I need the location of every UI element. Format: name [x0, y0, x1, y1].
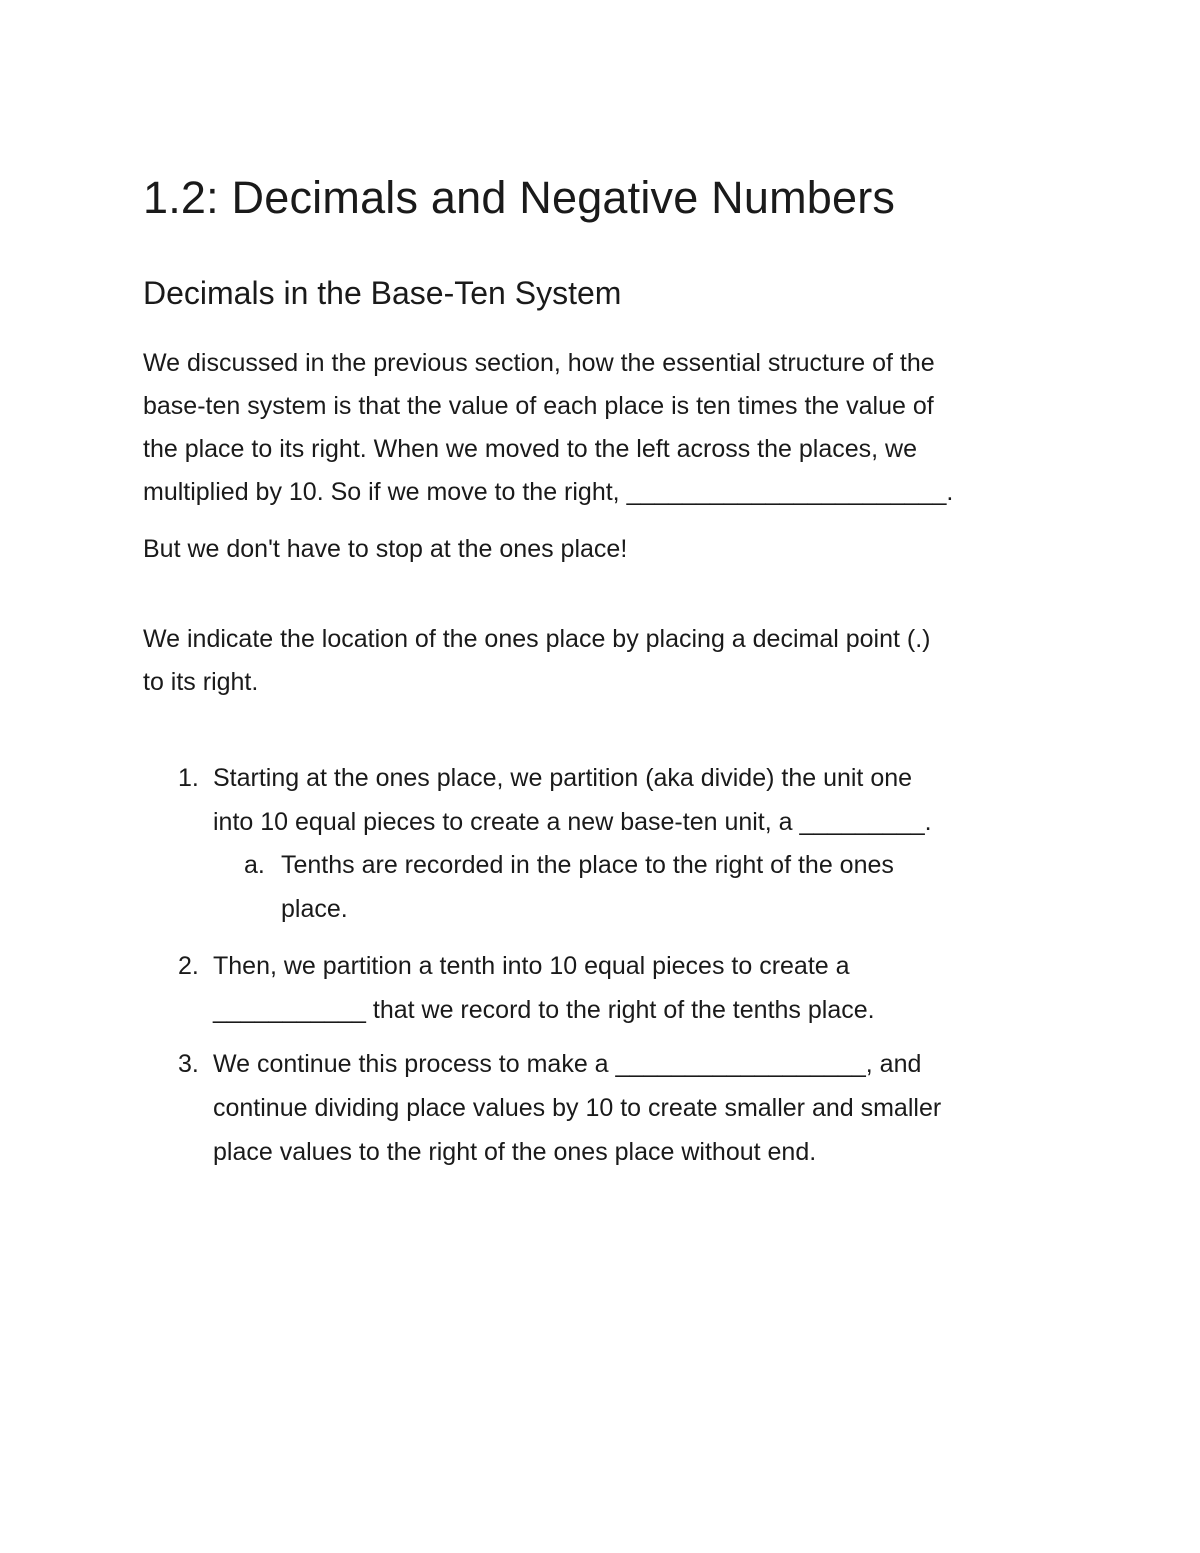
- list-item-line-with-blank: ___________ that we record to the right of the tenths place.: [213, 996, 875, 1024]
- list-marker: 1.: [178, 764, 199, 792]
- paragraph-line: We discussed in the previous section, how the essential structure of the: [143, 349, 935, 377]
- paragraph-line: base-ten system is that the value of each place is ten times the value of: [143, 392, 934, 420]
- document-title: 1.2: Decimals and Negative Numbers: [143, 172, 896, 223]
- list-sub-marker: a.: [244, 851, 265, 879]
- list-item-text: [213, 756, 932, 844]
- paragraph-line: But we don't have to stop at the ones place!: [143, 535, 628, 563]
- list-item-line-with-blank: We continue this process to make a __________________, and: [213, 1050, 922, 1078]
- list-item-text: [213, 1042, 941, 1174]
- list-subitem-line: place.: [281, 895, 348, 923]
- paragraph-base-ten-structure: [143, 342, 953, 514]
- list-item-line: continue dividing place values by 10 to create smaller and smaller: [213, 1094, 942, 1122]
- paragraph-decimal-point: [143, 618, 931, 704]
- list-item-text: [213, 944, 875, 1032]
- list-item-line-with-blank: into 10 equal pieces to create a new base-ten unit, a _________.: [213, 808, 932, 836]
- section-heading: Decimals in the Base-Ten System: [143, 275, 622, 311]
- paragraph-line: to its right.: [143, 668, 259, 696]
- list-item-line: place values to the right of the ones place without end.: [213, 1138, 817, 1166]
- paragraph-line: the place to its right. When we moved to the left across the places, we: [143, 435, 917, 463]
- list-marker: 2.: [178, 952, 199, 980]
- list-marker: 3.: [178, 1050, 199, 1078]
- paragraph-line: We indicate the location of the ones place by placing a decimal point (.): [143, 625, 931, 653]
- list-subitem-line: Tenths are recorded in the place to the right of the ones: [281, 851, 894, 879]
- paragraph-ones-place-note: [143, 528, 627, 571]
- list-item-line: Then, we partition a tenth into 10 equal pieces to create a: [213, 952, 850, 980]
- list-item-line: Starting at the ones place, we partition (aka divide) the unit one: [213, 764, 913, 792]
- paragraph-line-with-blank: multiplied by 10. So if we move to the right, _______________________.: [143, 478, 954, 506]
- list-subitem-text: [281, 843, 894, 931]
